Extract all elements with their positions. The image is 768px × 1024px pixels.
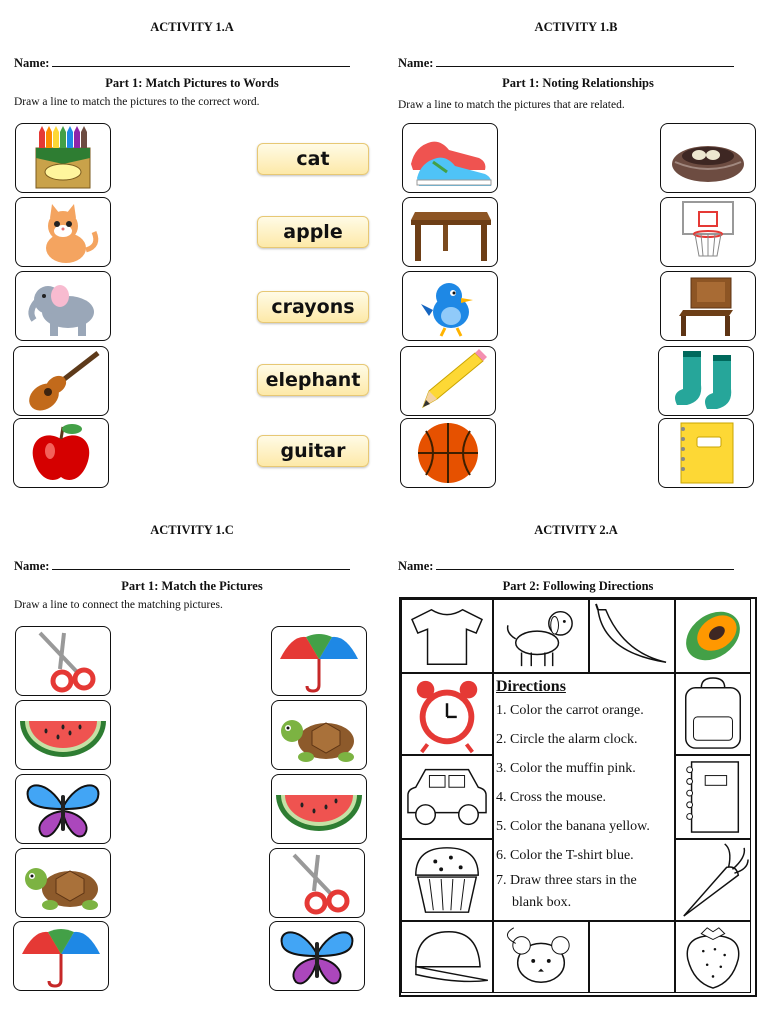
word-elephant[interactable]: elephant — [257, 364, 369, 396]
instruction-1b: Draw a line to match the pictures that are related. — [398, 99, 625, 111]
pencil-icon[interactable] — [400, 346, 496, 416]
basketball-icon[interactable] — [400, 418, 496, 488]
cat-icon[interactable] — [15, 197, 111, 267]
scissors-icon[interactable] — [269, 848, 365, 918]
umbrella-icon[interactable] — [271, 626, 367, 696]
name-field-1b[interactable] — [398, 56, 734, 71]
name-label: Name: — [398, 559, 434, 573]
part-heading-2a: Part 2: Following Directions — [502, 579, 654, 593]
cap-icon[interactable] — [401, 921, 493, 993]
blank-box[interactable] — [589, 921, 675, 993]
word-guitar[interactable]: guitar — [257, 435, 369, 467]
chair-icon[interactable] — [660, 271, 756, 341]
car-icon[interactable] — [401, 755, 493, 839]
notebook-icon[interactable] — [658, 418, 754, 488]
carrot-icon[interactable] — [675, 839, 751, 921]
direction-4: 4. Cross the mouse. — [496, 790, 607, 805]
umbrella-icon[interactable] — [13, 921, 109, 991]
direction-1: 1. Color the carrot orange. — [496, 703, 644, 718]
name-field-1a[interactable] — [14, 56, 350, 71]
directions-panel — [493, 673, 675, 921]
name-label: Name: — [14, 56, 50, 70]
crayons-icon[interactable] — [15, 123, 111, 193]
socks-icon[interactable] — [658, 346, 754, 416]
scissors-icon[interactable] — [15, 626, 111, 696]
elephant-icon[interactable] — [15, 271, 111, 341]
directions-title: Directions — [496, 678, 566, 695]
nest-icon[interactable] — [660, 123, 756, 193]
activity-2a-title: ACTIVITY 2.A — [534, 523, 618, 537]
direction-3: 3. Color the muffin pink. — [496, 761, 636, 776]
apple-icon[interactable] — [13, 418, 109, 488]
table-icon[interactable] — [402, 197, 498, 267]
directions-grid — [399, 597, 757, 997]
direction-6: 6. Color the T-shirt blue. — [496, 848, 634, 863]
dog-icon[interactable] — [493, 599, 589, 673]
tshirt-icon[interactable] — [401, 599, 493, 673]
papaya-icon[interactable] — [675, 599, 751, 673]
backpack-icon[interactable] — [675, 673, 751, 755]
part-heading-1a: Part 1: Match Pictures to Words — [105, 76, 279, 90]
direction-7: 7. Draw three stars in the — [496, 873, 637, 888]
instruction-1c: Draw a line to connect the matching pictures. — [14, 599, 223, 611]
alarm-clock-icon[interactable] — [401, 673, 493, 755]
butterfly-icon[interactable] — [15, 774, 111, 844]
notebook-icon[interactable] — [675, 755, 751, 839]
mouse-icon[interactable] — [493, 921, 589, 993]
word-apple[interactable]: apple — [257, 216, 369, 248]
butterfly-icon[interactable] — [269, 921, 365, 991]
basketball-hoop-icon[interactable] — [660, 197, 756, 267]
instruction-1a: Draw a line to match the pictures to the correct word. — [14, 96, 260, 108]
activity-1b-title: ACTIVITY 1.B — [534, 20, 618, 34]
name-label: Name: — [14, 559, 50, 573]
activity-1c-title: ACTIVITY 1.C — [150, 523, 234, 537]
direction-7-cont: blank box. — [512, 895, 572, 910]
direction-2: 2. Circle the alarm clock. — [496, 732, 638, 747]
turtle-icon[interactable] — [15, 848, 111, 918]
part-heading-1b: Part 1: Noting Relationships — [502, 76, 654, 90]
word-cat[interactable]: cat — [257, 143, 369, 175]
word-crayons[interactable]: crayons — [257, 291, 369, 323]
turtle-icon[interactable] — [271, 700, 367, 770]
bird-icon[interactable] — [402, 271, 498, 341]
activity-1a-title: ACTIVITY 1.A — [150, 20, 234, 34]
name-field-1c[interactable] — [14, 559, 350, 574]
watermelon-icon[interactable] — [271, 774, 367, 844]
name-label: Name: — [398, 56, 434, 70]
direction-5: 5. Color the banana yellow. — [496, 819, 650, 834]
muffin-icon[interactable] — [401, 839, 493, 921]
name-field-2a[interactable] — [398, 559, 734, 574]
strawberry-icon[interactable] — [675, 921, 751, 993]
watermelon-icon[interactable] — [15, 700, 111, 770]
guitar-icon[interactable] — [13, 346, 109, 416]
shoes-icon[interactable] — [402, 123, 498, 193]
part-heading-1c: Part 1: Match the Pictures — [121, 579, 263, 593]
banana-icon[interactable] — [589, 599, 675, 673]
